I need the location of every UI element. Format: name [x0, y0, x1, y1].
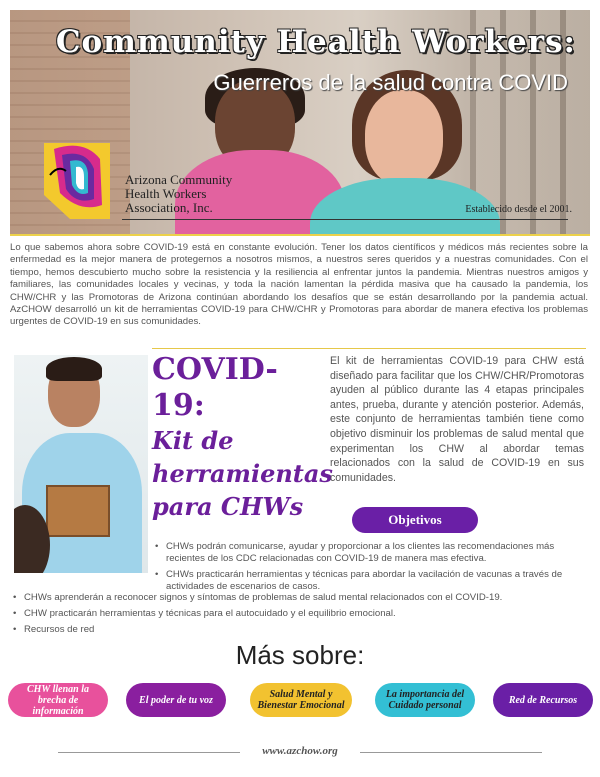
azchow-logo-icon	[40, 135, 116, 219]
organization-name: Arizona Community Health Workers Association, Inc.	[125, 172, 233, 215]
mas-sobre-heading: Más sobre:	[235, 640, 365, 670]
hero-banner	[10, 10, 590, 236]
kit-title-line2: Kit de	[152, 426, 234, 455]
chw-man-photo	[14, 355, 148, 573]
kit-title	[152, 352, 333, 523]
cuidado-personal-button[interactable]: La importancia del Cuidado personal	[375, 683, 475, 717]
hero-subtitle: Guerreros de la salud contra COVID	[213, 70, 568, 95]
kit-description: El kit de herramientas COVID-19 para CHW está diseñado para facilitar que los CHW/CHR/Promotoras ayuden al público durante las 4 etapas principales antes, prueba, durante y atención posterior. Además, este conjunto de herramientas también tiene como objetivo disminuir los problemas de salud mental que experimentan los CHW al abordar temas relacionados con la salud de COVID-19 en sus comunidades.	[330, 355, 584, 484]
established-note: Establecido desde el 2001.	[465, 204, 572, 215]
red-recursos-button[interactable]: Red de Recursos	[493, 683, 593, 717]
section-divider	[152, 348, 586, 349]
objetivos-list-top	[152, 541, 588, 597]
hero-gold-border	[10, 234, 590, 236]
objetivos-list-bottom	[10, 592, 588, 640]
hero-divider-line	[122, 219, 568, 220]
salud-mental-button[interactable]: Salud Mental y Bienestar Emocional	[250, 683, 352, 717]
list-item: • CHWs podrán comunicarse, ayudar y proporcionar a los clientes las recomendaciones más recientes de los CDC relacionadas con COVID-19 de manera mas efectiva.	[152, 541, 588, 565]
list-item: • CHWs aprenderán a reconocer signos y síntomas de problemas de salud mental relacionados con el COVID-19.	[10, 592, 588, 604]
footer-url-link[interactable]: www.azchow.org	[262, 745, 338, 757]
poder-voz-button[interactable]: El poder de tu voz	[126, 683, 226, 717]
list-item: • CHW practicarán herramientas y técnicas para el autocuidado y el equilibrio emocional.	[10, 608, 588, 620]
list-item: • CHWs practicarán herramientas y técnicas para abordar la vacilación de vacunas a través de actividades de escenarios de casos.	[152, 569, 588, 593]
hero-title: Community Health Workers:	[55, 24, 576, 60]
kit-title-line3: herramientas	[152, 459, 333, 488]
chw-brecha-button[interactable]: CHW llenan la brecha de información	[8, 683, 108, 717]
woman-right-face	[365, 90, 443, 186]
kit-title-line1: COVID-19:	[152, 352, 278, 423]
intro-paragraph: Lo que sabemos ahora sobre COVID-19 está en constante evolución. Tener los datos científicos y médicos más recientes sobre la enfermedad es la mejor manera de protegernos a nosotros mismos, a nuestros seres queridos y a nuestras comunidades. Con el tiempo, hemos descubierto mucho sobre la resistencia y la resiliencia al enfrentar juntos la pandemia. Mientras nuestros amigos y familiares, las comunidades locales y vecinas, y toda la nación lamentan la pérdida masiva que ha causado la pandemia, los CHW/CHR y las Promotoras de Arizona continúan abordando los desafíos que se están desarrollando por la pandemia actual. AzCHOW desarrolló un kit de herramientas COVID-19 para CHW/CHR y Promotoras para abordar de manera efectiva los problemas urgentes de COVID-19 en sus comunidades.	[10, 242, 588, 328]
list-item: • Recursos de red	[10, 624, 588, 636]
clipboard	[46, 485, 110, 537]
man-hair	[46, 357, 102, 381]
kit-title-line4: para CHWs	[152, 492, 304, 521]
objetivos-button[interactable]: Objetivos	[352, 507, 478, 533]
